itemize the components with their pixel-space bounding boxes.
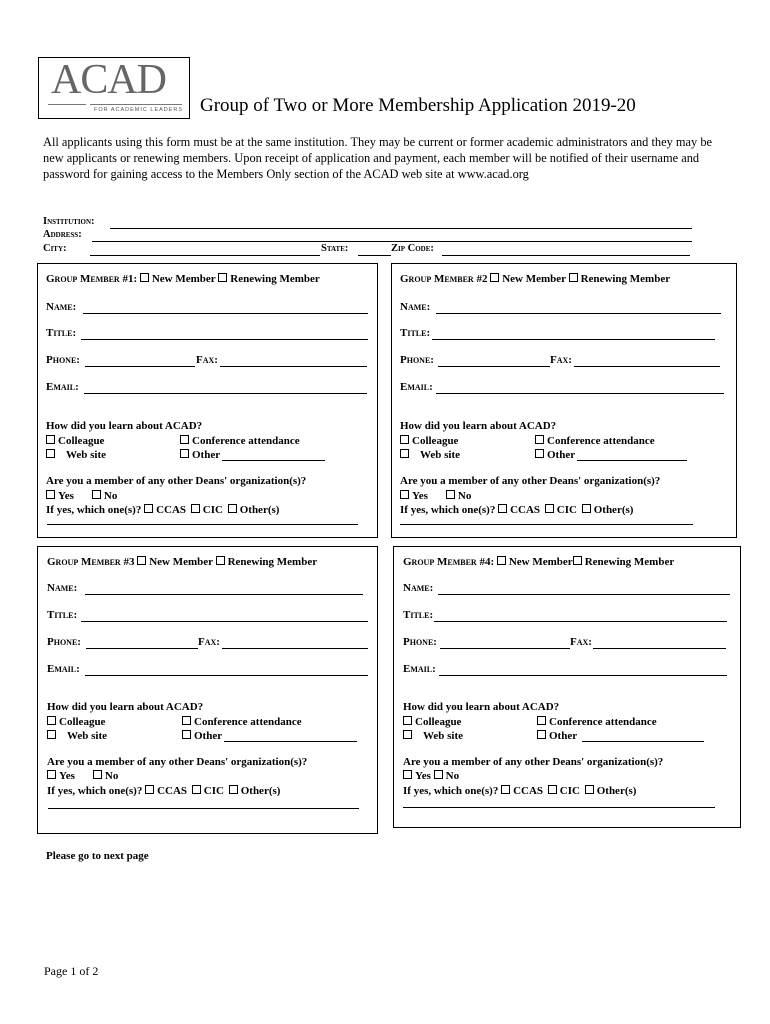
- state-label: State:: [321, 243, 349, 254]
- deans-question: Are you a member of any other Deans' organization(s)?: [46, 475, 307, 487]
- name-field[interactable]: [438, 594, 730, 595]
- ccas-checkbox: [145, 785, 154, 794]
- yes-checkbox: [400, 490, 409, 499]
- title-field[interactable]: [81, 621, 368, 622]
- website-checkbox: [46, 449, 55, 458]
- new-member-checkbox[interactable]: [140, 273, 149, 282]
- others-checkbox: [229, 785, 238, 794]
- conference-checkbox: [537, 716, 546, 725]
- other-option[interactable]: Other: [537, 730, 577, 742]
- colleague-option[interactable]: Colleague: [403, 716, 461, 728]
- others-checkbox: [228, 504, 237, 513]
- name-field[interactable]: [436, 313, 721, 314]
- title-field[interactable]: [434, 621, 727, 622]
- member-2-heading: Group Member #2: [400, 273, 488, 285]
- ccas-checkbox: [501, 785, 510, 794]
- zip-label: Zip Code:: [391, 243, 434, 254]
- learn-question: How did you learn about ACAD?: [46, 420, 203, 432]
- which-orgs[interactable]: If yes, which one(s)? CCAS CIC Other(s): [47, 785, 281, 797]
- fax-field[interactable]: [574, 366, 720, 367]
- renewing-member-checkbox[interactable]: [573, 556, 582, 565]
- title-label: Title:: [46, 327, 77, 339]
- ccas-checkbox: [144, 504, 153, 513]
- other-field[interactable]: [224, 741, 357, 742]
- yes-checkbox: [403, 770, 412, 779]
- other-field[interactable]: [577, 460, 687, 461]
- member-1-heading: Group Member #1:: [46, 273, 138, 285]
- logo-tagline: FOR ACADEMIC LEADERS: [94, 107, 184, 113]
- other-checkbox: [535, 449, 544, 458]
- fax-label: Fax:: [550, 354, 572, 366]
- ccas-checkbox: [498, 504, 507, 513]
- intro-paragraph: All applicants using this form must be at the same institution. They may be current or former academic administrators and they may be new applicants or renewing members. Upon receipt of application and payment, each member will be notified of their username and password for gaining access to the Members Only section of the ACAD web site at www.acad.org: [43, 135, 713, 182]
- fax-field[interactable]: [222, 648, 368, 649]
- which-field[interactable]: [403, 807, 715, 808]
- yes-no-options[interactable]: Yes No: [400, 490, 471, 502]
- title-label: Title:: [403, 609, 434, 621]
- address-label: Address:: [43, 229, 82, 240]
- website-option[interactable]: Web site: [47, 730, 107, 742]
- logo-rule-left: [48, 104, 86, 105]
- logo-rule-right: [90, 104, 182, 105]
- other-option[interactable]: Other: [535, 449, 575, 461]
- conference-checkbox: [182, 716, 191, 725]
- website-option[interactable]: Web site: [400, 449, 460, 461]
- member-3-header: Group Member #3 New Member Renewing Member: [47, 556, 318, 568]
- member-4-header: Group Member #4: New Member Renewing Member: [403, 556, 675, 568]
- conference-option[interactable]: Conference attendance: [535, 435, 655, 447]
- conference-checkbox: [535, 435, 544, 444]
- institution-field[interactable]: [110, 228, 692, 229]
- name-label: Name:: [46, 301, 77, 313]
- fax-label: Fax:: [198, 636, 220, 648]
- cic-checkbox: [191, 504, 200, 513]
- others-checkbox: [582, 504, 591, 513]
- member-box-3: [37, 546, 378, 834]
- which-orgs[interactable]: If yes, which one(s)? CCAS CIC Other(s): [400, 504, 634, 516]
- other-field[interactable]: [222, 460, 325, 461]
- city-field[interactable]: [90, 255, 320, 256]
- name-field[interactable]: [85, 594, 363, 595]
- phone-label: Phone:: [46, 354, 80, 366]
- member-box-4: [393, 546, 741, 828]
- phone-field[interactable]: [440, 648, 570, 649]
- email-field[interactable]: [439, 675, 727, 676]
- learn-question: How did you learn about ACAD?: [400, 420, 557, 432]
- which-orgs[interactable]: If yes, which one(s)? CCAS CIC Other(s): [403, 785, 637, 797]
- title-field[interactable]: [432, 339, 715, 340]
- institution-label: Institution:: [43, 216, 95, 227]
- cic-checkbox: [192, 785, 201, 794]
- other-checkbox: [537, 730, 546, 739]
- renewing-member-checkbox[interactable]: [569, 273, 578, 282]
- fax-label: Fax:: [196, 354, 218, 366]
- website-option[interactable]: Web site: [46, 449, 106, 461]
- yes-no-options[interactable]: Yes No: [403, 770, 459, 782]
- member-box-2: [391, 263, 737, 538]
- new-member-checkbox[interactable]: [490, 273, 499, 282]
- email-label: Email:: [47, 663, 80, 675]
- page-title: Group of Two or More Membership Application 2019-20: [200, 95, 636, 116]
- other-option[interactable]: Other: [180, 449, 220, 461]
- which-orgs[interactable]: If yes, which one(s)? CCAS CIC Other(s): [46, 504, 280, 516]
- colleague-checkbox: [400, 435, 409, 444]
- title-field[interactable]: [81, 339, 368, 340]
- phone-label: Phone:: [47, 636, 81, 648]
- colleague-checkbox: [47, 716, 56, 725]
- conference-option[interactable]: Conference attendance: [537, 716, 657, 728]
- others-checkbox: [585, 785, 594, 794]
- which-field[interactable]: [400, 524, 693, 525]
- zip-field[interactable]: [442, 255, 690, 256]
- member-3-heading: Group Member #3: [47, 556, 135, 568]
- new-member-checkbox[interactable]: [497, 556, 506, 565]
- city-label: City:: [43, 243, 67, 254]
- member-4-heading: Group Member #4:: [403, 556, 495, 568]
- email-label: Email:: [400, 381, 433, 393]
- yes-no-options[interactable]: Yes No: [47, 770, 118, 782]
- no-checkbox: [93, 770, 102, 779]
- state-field[interactable]: [358, 255, 391, 256]
- fax-label: Fax:: [570, 636, 592, 648]
- learn-question: How did you learn about ACAD?: [47, 701, 204, 713]
- colleague-option[interactable]: Colleague: [46, 435, 104, 447]
- conference-option[interactable]: Conference attendance: [180, 435, 300, 447]
- website-checkbox: [47, 730, 56, 739]
- website-checkbox: [400, 449, 409, 458]
- colleague-option[interactable]: Colleague: [47, 716, 105, 728]
- page-number: Page 1 of 2: [44, 964, 99, 978]
- name-label: Name:: [47, 582, 78, 594]
- member-2-header: Group Member #2 New Member Renewing Member: [400, 273, 671, 285]
- email-field[interactable]: [85, 675, 368, 676]
- no-checkbox: [92, 490, 101, 499]
- email-label: Email:: [403, 663, 436, 675]
- email-label: Email:: [46, 381, 79, 393]
- which-field[interactable]: [48, 808, 359, 809]
- conference-checkbox: [180, 435, 189, 444]
- email-field[interactable]: [436, 393, 724, 394]
- website-checkbox: [403, 730, 412, 739]
- deans-question: Are you a member of any other Deans' organization(s)?: [400, 475, 661, 487]
- next-page-note: Please go to next page: [46, 850, 149, 862]
- name-field[interactable]: [83, 313, 368, 314]
- which-field[interactable]: [47, 524, 358, 525]
- deans-question: Are you a member of any other Deans' organization(s)?: [47, 756, 308, 768]
- name-label: Name:: [403, 582, 434, 594]
- other-option[interactable]: Other: [182, 730, 222, 742]
- address-field[interactable]: [92, 241, 692, 242]
- colleague-checkbox: [46, 435, 55, 444]
- renewing-member-checkbox[interactable]: [218, 273, 227, 282]
- learn-question: How did you learn about ACAD?: [403, 701, 560, 713]
- deans-question: Are you a member of any other Deans' organization(s)?: [403, 756, 664, 768]
- no-checkbox: [434, 770, 443, 779]
- fax-field[interactable]: [593, 648, 726, 649]
- cic-checkbox: [545, 504, 554, 513]
- title-label: Title:: [400, 327, 431, 339]
- phone-label: Phone:: [400, 354, 434, 366]
- website-option[interactable]: Web site: [403, 730, 463, 742]
- fax-field[interactable]: [220, 366, 367, 367]
- other-checkbox: [180, 449, 189, 458]
- phone-field[interactable]: [86, 648, 198, 649]
- colleague-checkbox: [403, 716, 412, 725]
- phone-field[interactable]: [85, 366, 195, 367]
- other-checkbox: [182, 730, 191, 739]
- cic-checkbox: [548, 785, 557, 794]
- email-field[interactable]: [84, 393, 367, 394]
- no-checkbox: [446, 490, 455, 499]
- yes-checkbox: [47, 770, 56, 779]
- yes-no-options[interactable]: Yes No: [46, 490, 117, 502]
- renewing-member-checkbox[interactable]: [216, 556, 225, 565]
- other-field[interactable]: [582, 741, 704, 742]
- member-box-1: [37, 263, 378, 538]
- phone-label: Phone:: [403, 636, 437, 648]
- member-1-header: Group Member #1: New Member Renewing Member: [46, 273, 320, 285]
- phone-field[interactable]: [438, 366, 550, 367]
- title-label: Title:: [47, 609, 78, 621]
- name-label: Name:: [400, 301, 431, 313]
- yes-checkbox: [46, 490, 55, 499]
- colleague-option[interactable]: Colleague: [400, 435, 458, 447]
- conference-option[interactable]: Conference attendance: [182, 716, 302, 728]
- new-member-checkbox[interactable]: [137, 556, 146, 565]
- acad-logo: ACAD: [51, 57, 167, 103]
